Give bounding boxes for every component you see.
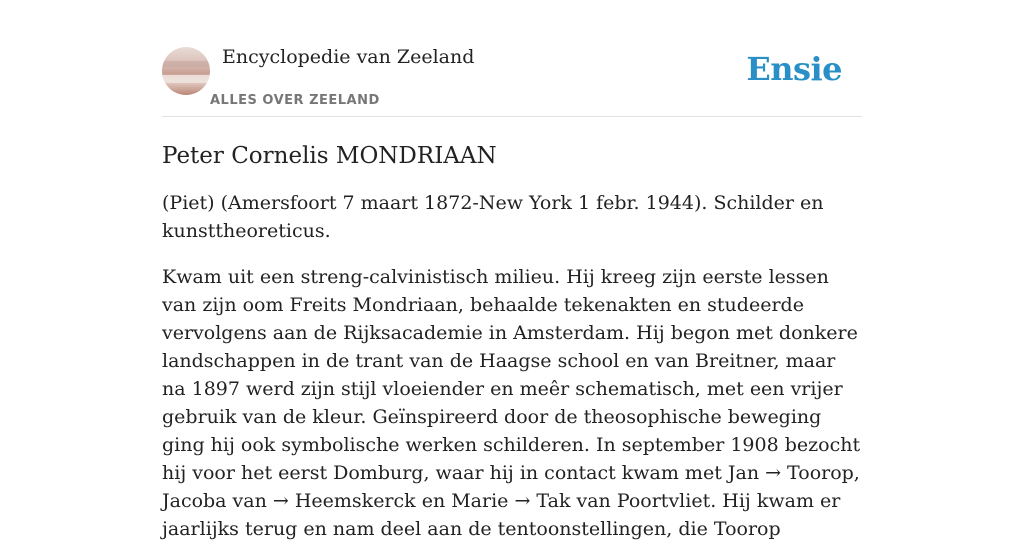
page-container (162, 0, 862, 543)
avatar-band-middle (162, 75, 210, 83)
article-paragraph: Kwam uit een streng-calvinistisch milieu. Hij kreeg zijn eerste lessen van zijn oom Freits Mondriaan, behaalde tekenakten en studeerde vervolgens aan de Rijksacademie in Amsterdam. Hij begon met donkere landschappen in de trant van de Haagse school en van Breitner, maar na 1897 werd zijn stijl vloeiender en meêr schematisch, met een vrijer gebruik van de kleur. Geïnspireerd door de theosophische beweging ging hij ook symbolische werken schilderen. In september 1908 bezocht hij voor het eerst Domburg, waar hij in contact kwam met Jan → Toorop, Jacoba van → Heemskerck en Marie → Tak van Poortvliet. Hij kwam er jaarlijks terug en nam deel aan de tentoonstellingen, die Toorop (162, 266, 861, 540)
site-avatar[interactable] (162, 47, 210, 95)
article-paragraph: (Piet) (Amersfoort 7 maart 1872-New York 1 febr. 1944). Schilder en kunsttheoreticus. (162, 192, 824, 242)
brand-logo[interactable]: Ensie (746, 50, 842, 88)
site-header (162, 0, 862, 117)
site-tagline: ALLES OVER ZEELAND (210, 93, 380, 108)
avatar-band-top (162, 61, 210, 67)
article-title: Peter Cornelis MONDRIAAN (162, 143, 497, 169)
site-title[interactable]: Encyclopedie van Zeeland (222, 46, 475, 68)
